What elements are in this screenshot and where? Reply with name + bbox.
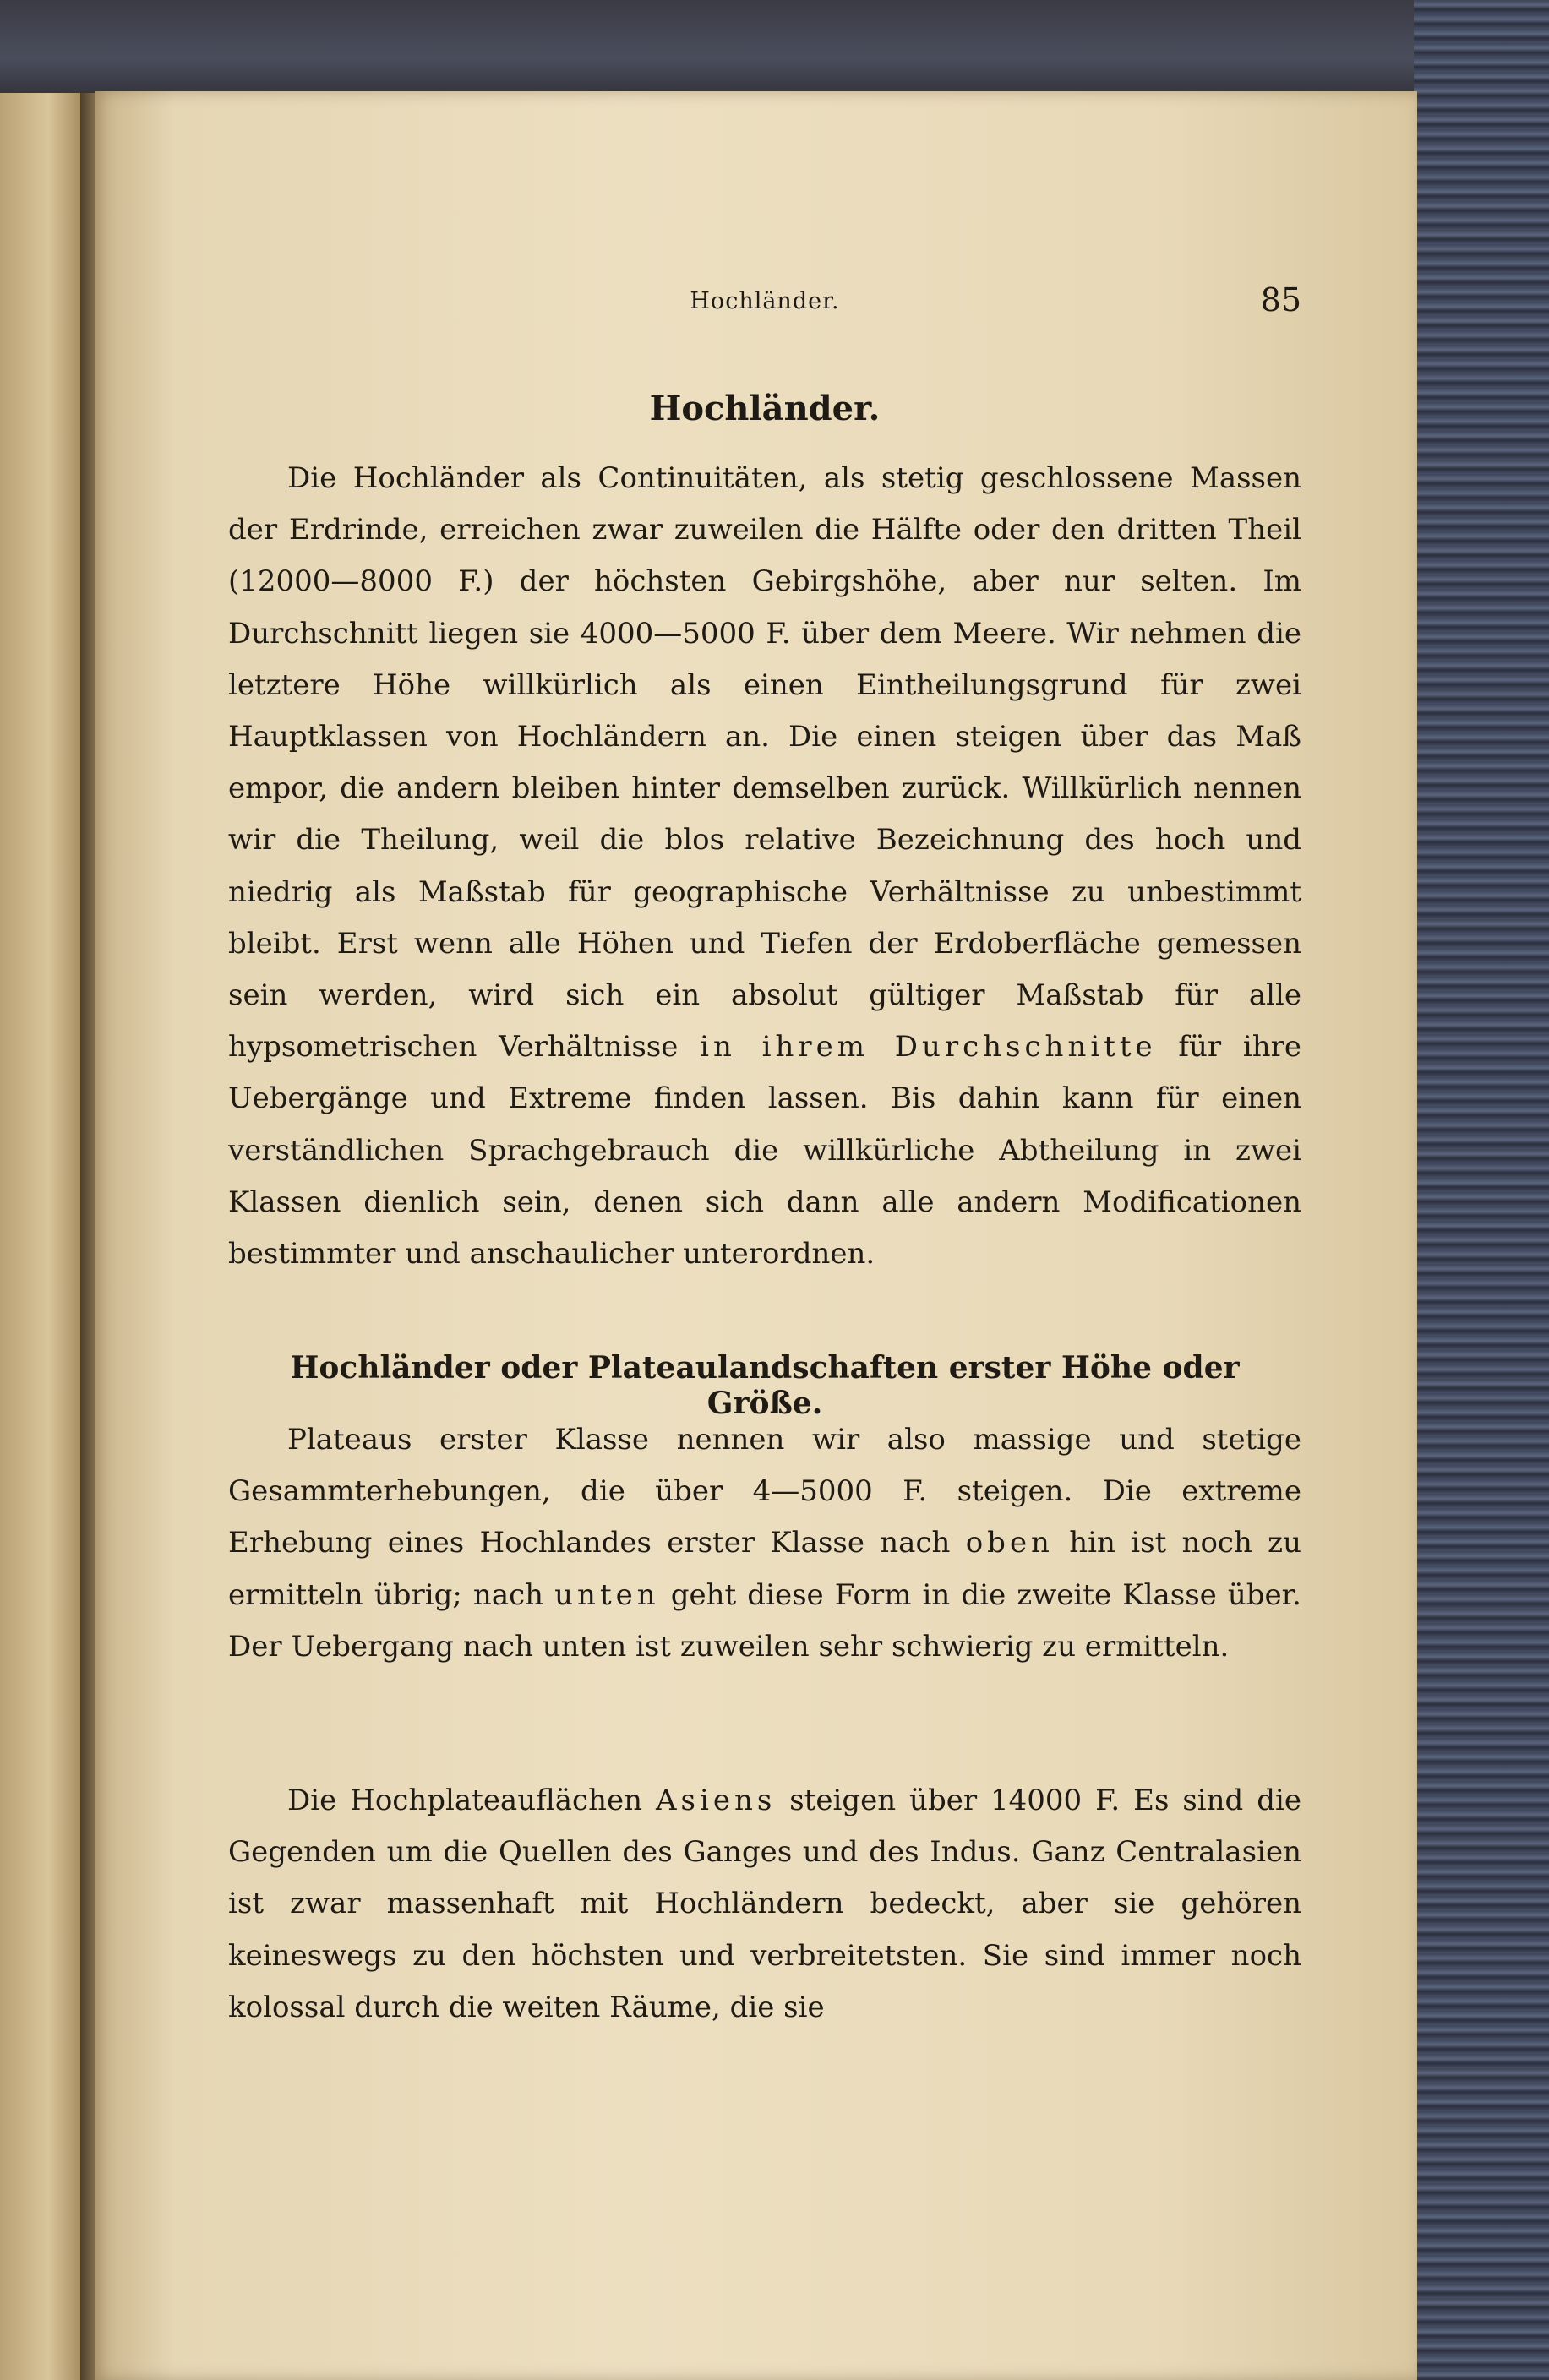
section-title: Hochländer. bbox=[649, 389, 881, 428]
paragraph-asia-emphasis: Asiens bbox=[655, 1784, 777, 1817]
paragraph-asia-text: Die Hochplateauflächen bbox=[287, 1784, 643, 1817]
paragraph-plateaus-emphasis-oben: oben bbox=[965, 1526, 1054, 1560]
book-cover-right-edge bbox=[1414, 0, 1549, 2380]
paragraph-plateaus-text-end: geht diese Form in die zweite Klasse über. Der Uebergang nach unten ist zuweilen sehr schwierig zu ermitteln. bbox=[228, 1577, 1301, 1664]
facing-page-edge bbox=[0, 93, 83, 2380]
paragraph-intro-emphasis: in ihrem Durchschnitte bbox=[700, 1030, 1157, 1065]
book-cover-top-edge bbox=[0, 0, 1549, 106]
paragraph-asia-text-end: steigen über 14000 F. Es sind die Gegenden um die Quellen des Ganges und des Indus. Ganz Centralasien ist zwar massenhaft mit Hochländern bedeckt, aber sie gehören keineswegs zu den höchsten und verbreitetsten. Sie sind immer noch kolossal durch die weiten Räume, die sie bbox=[228, 1784, 1302, 2024]
paragraph-plateaus-text-mid: hin ist noch zu ermitteln übrig; nach bbox=[228, 1526, 1301, 1612]
book-page bbox=[95, 91, 1417, 2380]
running-head-title: Hochländer. bbox=[690, 288, 840, 314]
page-number: 85 bbox=[1260, 281, 1301, 319]
paragraph-plateaus bbox=[228, 1414, 1301, 1673]
paragraph-intro-text-end: für ihre Uebergänge und Extreme finden lassen. Bis dahin kann für einen verständlichen Sprachgebrauch die willkürliche Abtheilung in zwei Klassen dienlich sein, denen sich dann alle andern Modificationen bestimmter und anschaulicher unterordnen. bbox=[228, 1030, 1302, 1272]
paragraph-asia bbox=[228, 1775, 1301, 2034]
subsection-title: Hochländer oder Plateaulandschaften erster Höhe oder Größe. bbox=[290, 1350, 1240, 1421]
paragraph-intro bbox=[228, 453, 1301, 1280]
running-head bbox=[228, 281, 1301, 324]
paragraph-plateaus-emphasis-unten: unten bbox=[554, 1577, 660, 1612]
paragraph-intro-text: Die Hochländer als Continuitäten, als stetig geschlossene Massen der Erdrinde, erreichen zwar zuweilen die Hälfte oder den dritten Theil (12000—8000 F.) der höchsten Gebirgshöhe, aber nur selten. Im Durchschnitt liegen sie 4000—5000 F. über dem Meere. Wir nehmen die letztere Höhe willkürlich als einen Eintheilungsgrund für zwei Hauptklassen von Hochländern an. Die einen steigen über das Maß empor, die andern bleiben hinter demselben zurück. Willkürlich nennen wir die Theilung, weil die blos relative Bezeichnung des hoch und niedrig als Maßstab für geographische Verhältnisse zu unbestimmt bleibt. Erst wenn alle Höhen und Tiefen der Erdoberfläche gemessen sein werden, wird sich ein absolut gültiger Maßstab für alle hypsometrischen Verhältnisse bbox=[228, 461, 1301, 1065]
paragraph-plateaus-text: Plateaus erster Klasse nennen wir also massige und stetige Gesammterhebungen, die über 4—5000 F. steigen. Die extreme Erhebung eines Hochlandes erster Klasse nach bbox=[228, 1423, 1301, 1560]
